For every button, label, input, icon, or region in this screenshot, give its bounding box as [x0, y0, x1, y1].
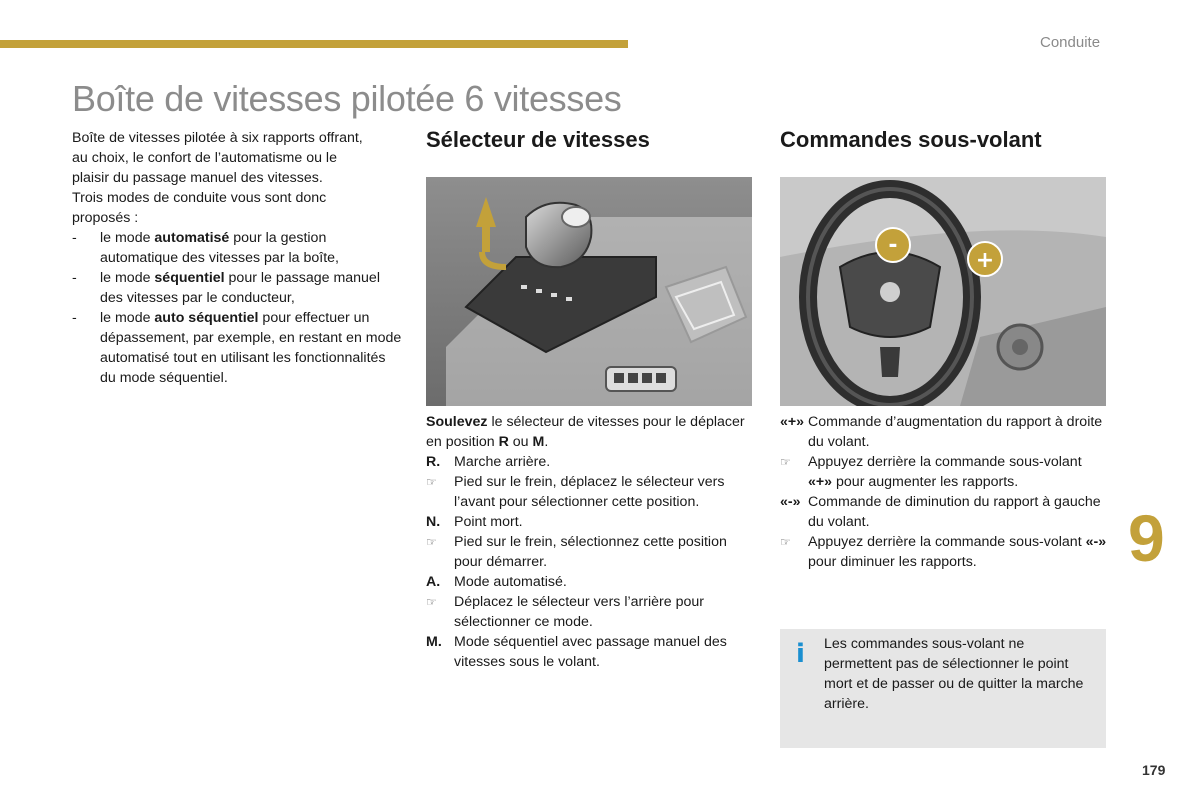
bullet-dash: - [72, 230, 77, 246]
paddle-item: «+» Commande d’augmentation du rapport à droite du volant. [780, 414, 1103, 450]
mode-bullet [72, 308, 402, 388]
header-accent-bar [0, 40, 628, 48]
bullet-text: le mode [100, 310, 155, 326]
selector-instructions [426, 412, 756, 672]
intro-line: proposés : [72, 210, 139, 226]
selector-item: M. Mode séquentiel avec passage manuel des vitesses sous le volant. [426, 634, 727, 670]
intro-line: au choix, le confort de l’automatisme ou le [72, 150, 337, 166]
info-icon: i [796, 639, 805, 669]
selector-heading: Sélecteur de vitesses [426, 127, 650, 152]
info-text: Les commandes sous-volant ne permettent pas de sélectionner le point mort et de passer ou de quitter la marche arrière. [824, 636, 1084, 712]
info-note [780, 629, 1106, 748]
selector-intro: Soulevez le sélecteur de vitesses pour le déplacer en position R ou M. [426, 414, 745, 450]
pointing-hand-icon: ☞ [780, 455, 791, 469]
bullet-text: le mode [100, 230, 155, 246]
intro-column [72, 128, 402, 388]
paddles-instructions [780, 412, 1108, 572]
paddles-heading: Commandes sous-volant [780, 127, 1042, 152]
minus-paddle-label: - [888, 233, 898, 258]
bullet-text: pour effectuer un dépassement, par exemple, en restant en mode automatisé tout en utilisant les fonctionnalités du mode séquentiel. [100, 310, 402, 386]
bullet-dash: - [72, 270, 77, 286]
bullet-bold: séquentiel [154, 270, 225, 286]
steering-wheel-illustration [780, 177, 1106, 406]
gear-selector-illustration [426, 177, 752, 406]
pointing-hand-icon: ☞ [426, 475, 437, 489]
mode-bullet [72, 268, 402, 308]
bullet-dash: - [72, 310, 77, 326]
selector-item: ☞ Pied sur le frein, sélectionnez cette position pour démarrer. [426, 534, 727, 570]
pointing-hand-icon: ☞ [426, 595, 437, 609]
bullet-text: pour la gestion automatique des vitesses par la boîte, [100, 230, 339, 266]
pointing-hand-icon: ☞ [426, 535, 437, 549]
intro-line: plaisir du passage manuel des vitesses. [72, 170, 323, 186]
bullet-text: le mode [100, 270, 155, 286]
bullet-bold: automatisé [154, 230, 230, 246]
section-label: Conduite [1040, 34, 1101, 51]
selector-item: N. Point mort. [426, 514, 523, 530]
paddle-item: ☞ Appuyez derrière la commande sous-volant «+» pour augmenter les rapports. [780, 454, 1082, 490]
paddle-item: «-» Commande de diminution du rapport à gauche du volant. [780, 494, 1101, 530]
selector-item: ☞ Déplacez le sélecteur vers l’arrière pour sélectionner ce mode. [426, 594, 704, 630]
bullet-text: pour le passage manuel des vitesses par le conducteur, [100, 270, 380, 306]
mode-bullet [72, 228, 402, 268]
pointing-hand-icon: ☞ [780, 535, 791, 549]
plus-paddle-label: + [975, 248, 995, 273]
selector-item: A. Mode automatisé. [426, 574, 567, 590]
intro-line: Boîte de vitesses pilotée à six rapports offrant, [72, 130, 363, 146]
paddle-item: ☞ Appuyez derrière la commande sous-volant «-» pour diminuer les rapports. [780, 534, 1107, 570]
page-number: 179 [1142, 762, 1166, 778]
bullet-bold: auto séquentiel [154, 310, 259, 326]
chapter-number: 9 [1128, 501, 1165, 575]
selector-item: R. Marche arrière. [426, 454, 551, 470]
selector-item: ☞ Pied sur le frein, déplacez le sélecteur vers l’avant pour sélectionner cette position. [426, 474, 725, 510]
intro-line: Trois modes de conduite vous sont donc [72, 190, 327, 206]
page-title: Boîte de vitesses pilotée 6 vitesses [72, 78, 622, 119]
